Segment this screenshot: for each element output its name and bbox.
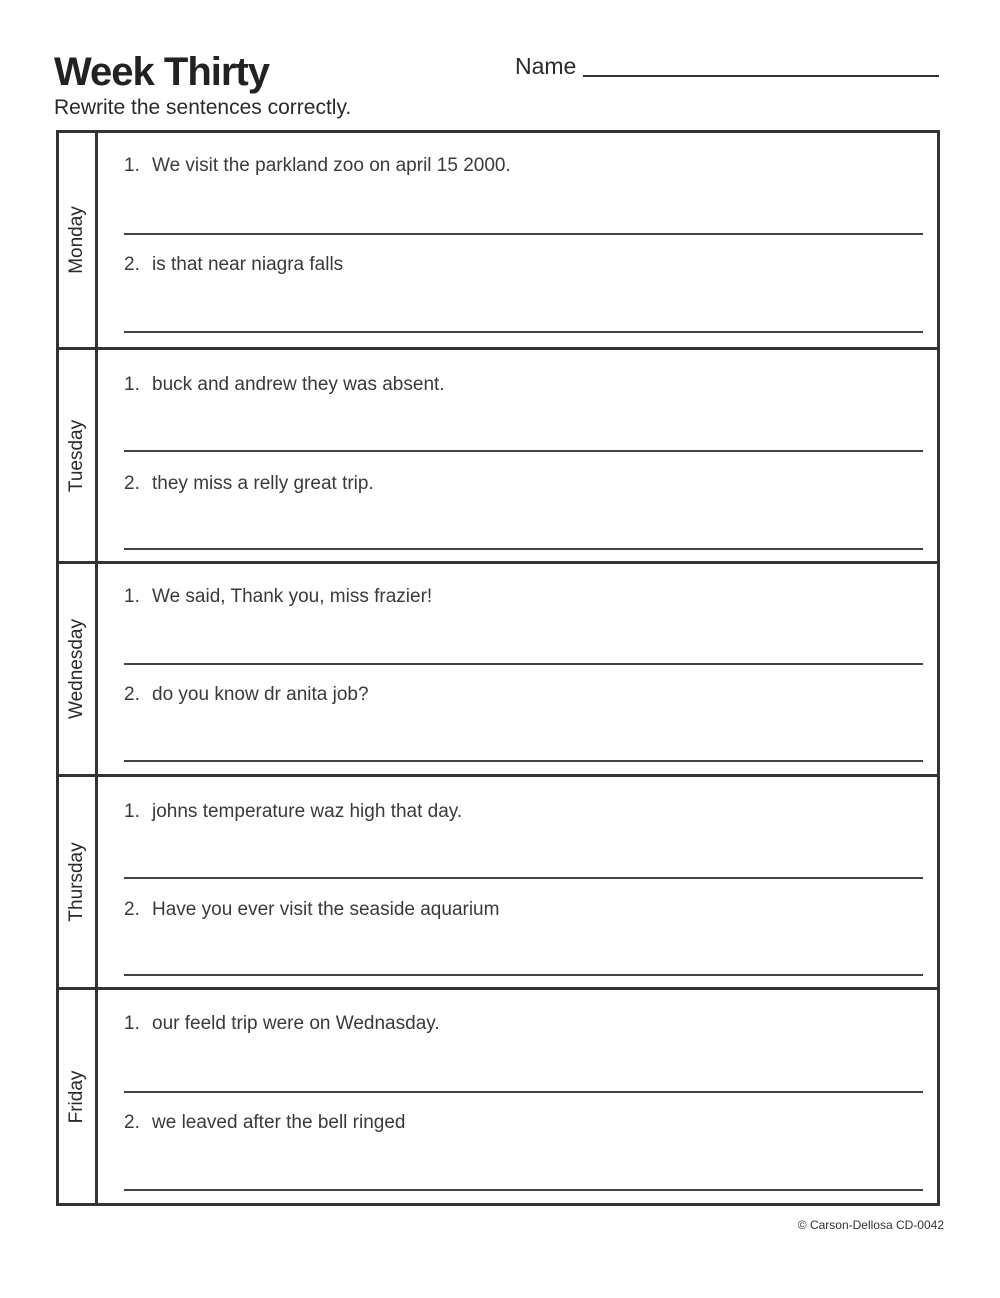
instructions: Rewrite the sentences correctly. [54, 96, 352, 119]
answer-line[interactable] [124, 663, 923, 665]
day-section-monday [59, 133, 937, 350]
item-text: they miss a relly great trip. [152, 473, 374, 494]
name-label: Name [515, 53, 577, 79]
day-label-tuesday: Tuesday [66, 419, 87, 492]
item-text: We said, Thank you, miss frazier! [152, 586, 433, 607]
sentence-item [124, 586, 432, 608]
answer-line[interactable] [124, 331, 923, 333]
day-label-monday: Monday [66, 206, 87, 274]
day-section-tuesday [59, 350, 937, 564]
item-text: johns temperature waz high that day. [152, 801, 463, 822]
item-text: do you know dr anita job? [152, 684, 369, 705]
day-section-thursday [59, 777, 937, 990]
answer-line[interactable] [124, 974, 923, 976]
day-label-friday: Friday [66, 1070, 87, 1123]
day-label-wednesday: Wednesday [66, 619, 87, 719]
item-number: 2. [124, 473, 140, 494]
answer-line[interactable] [124, 450, 923, 452]
answer-line[interactable] [124, 760, 923, 762]
answer-line[interactable] [124, 877, 923, 879]
copyright-notice: © Carson-Dellosa CD-0042 [797, 1218, 944, 1232]
item-number: 1. [124, 801, 140, 822]
item-number: 1. [124, 1013, 140, 1034]
day-section-friday [59, 990, 937, 1203]
item-text: is that near niagra falls [152, 254, 344, 275]
sentence-item [124, 155, 511, 177]
sentence-item [124, 1112, 406, 1134]
item-number: 1. [124, 374, 140, 395]
item-text: our feeld trip were on Wednasday. [152, 1013, 440, 1034]
sentence-item [124, 1013, 440, 1035]
answer-line[interactable] [124, 1091, 923, 1093]
item-text: we leaved after the bell ringed [152, 1112, 406, 1133]
item-number: 2. [124, 684, 140, 705]
item-number: 1. [124, 155, 140, 176]
item-number: 2. [124, 1112, 140, 1133]
day-label-thursday: Thursday [66, 842, 87, 922]
item-number: 2. [124, 254, 140, 275]
item-text: Have you ever visit the seaside aquarium [152, 899, 500, 920]
page-title: Week Thirty [54, 50, 269, 94]
sentence-item [124, 899, 499, 921]
sentence-item [124, 801, 462, 823]
item-text: buck and andrew they was absent. [152, 374, 445, 395]
sentence-item [124, 684, 369, 706]
item-number: 1. [124, 586, 140, 607]
sentence-item [124, 473, 374, 495]
name-field[interactable] [583, 75, 939, 77]
weekly-exercise-table [56, 130, 940, 1206]
item-text: We visit the parkland zoo on april 15 2000. [152, 155, 511, 176]
item-number: 2. [124, 899, 140, 920]
sentence-item [124, 374, 445, 396]
answer-line[interactable] [124, 1189, 923, 1191]
sentence-item [124, 254, 343, 276]
answer-line[interactable] [124, 233, 923, 235]
day-section-wednesday [59, 564, 937, 777]
answer-line[interactable] [124, 548, 923, 550]
